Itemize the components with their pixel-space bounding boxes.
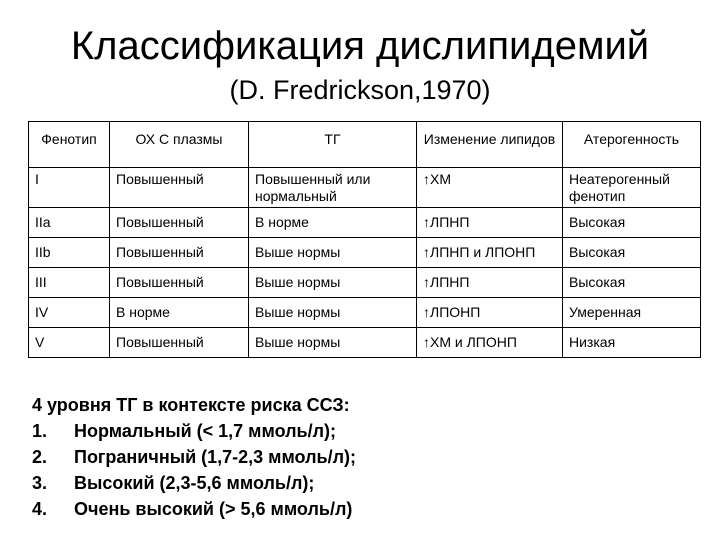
cell-lipid-change: ↑ЛПНП [417, 268, 563, 298]
table-row [29, 298, 701, 328]
cell-lipid-change: ↑ЛПОНП [417, 298, 563, 328]
list-item-text: Высокий (2,3-5,6 ммоль/л); [74, 473, 315, 493]
cell-cholesterol: Повышенный [110, 328, 249, 358]
cell-phenotype: III [29, 268, 110, 298]
cell-lipid-change: ↑ХМ [417, 168, 563, 208]
header-lipid-change: Изменение липидов [417, 122, 563, 168]
header-total-cholesterol: ОХ С плазмы [110, 122, 249, 168]
list-item [32, 496, 356, 522]
header-triglycerides: ТГ [249, 122, 417, 168]
list-item-number: 2. [32, 447, 48, 467]
table-row [29, 238, 701, 268]
cell-phenotype: IIb [29, 238, 110, 268]
table-row [29, 268, 701, 298]
cell-lipid-change: ↑ХМ и ЛПОНП [417, 328, 563, 358]
cell-cholesterol: Повышенный [110, 268, 249, 298]
header-phenotype: Фенотип [29, 122, 110, 168]
dyslipidemia-table [28, 121, 701, 358]
table-row [29, 328, 701, 358]
cell-atherogenicity: Высокая [563, 268, 701, 298]
table-header-row [29, 122, 701, 168]
table-row [29, 208, 701, 238]
table-row [29, 168, 701, 208]
cell-phenotype: V [29, 328, 110, 358]
list-item-text: Очень высокий (> 5,6 ммоль/л) [74, 499, 353, 519]
cell-atherogenicity: Низкая [563, 328, 701, 358]
list-item-number: 1. [32, 421, 48, 441]
cell-cholesterol: Повышенный [110, 208, 249, 238]
cell-triglycerides: Выше нормы [249, 298, 417, 328]
list-item-text: Пограничный (1,7-2,3 ммоль/л); [74, 447, 357, 467]
cell-cholesterol: В норме [110, 298, 249, 328]
cell-atherogenicity: Высокая [563, 208, 701, 238]
cell-atherogenicity: Высокая [563, 238, 701, 268]
page-title: Классификация дислипидемий [70, 24, 650, 68]
page-subtitle: (D. Fredrickson,1970) [229, 75, 491, 105]
list-item [32, 470, 356, 496]
cell-phenotype: IIa [29, 208, 110, 238]
list-item [32, 444, 356, 470]
list-item-number: 4. [32, 499, 48, 519]
cell-atherogenicity: Неатерогенный фенотип [563, 168, 701, 208]
cell-phenotype: I [29, 168, 110, 208]
cell-cholesterol: Повышенный [110, 238, 249, 268]
cell-phenotype: IV [29, 298, 110, 328]
header-atherogenicity: Атерогенность [563, 122, 701, 168]
cell-lipid-change: ↑ЛПНП и ЛПОНП [417, 238, 563, 268]
list-item-number: 3. [32, 473, 48, 493]
notes-heading: 4 уровня ТГ в контексте риска ССЗ: [32, 395, 350, 415]
cell-lipid-change: ↑ЛПНП [417, 208, 563, 238]
list-item-text: Нормальный (< 1,7 ммоль/л); [74, 421, 337, 441]
cell-triglycerides: Выше нормы [249, 238, 417, 268]
list-item [32, 418, 356, 444]
cell-triglycerides: Повышенный или нормальный [249, 168, 417, 208]
cell-triglycerides: Выше нормы [249, 268, 417, 298]
tg-levels-notes [32, 392, 356, 522]
cell-atherogenicity: Умеренная [563, 298, 701, 328]
cell-cholesterol: Повышенный [110, 168, 249, 208]
cell-triglycerides: В норме [249, 208, 417, 238]
cell-triglycerides: Выше нормы [249, 328, 417, 358]
